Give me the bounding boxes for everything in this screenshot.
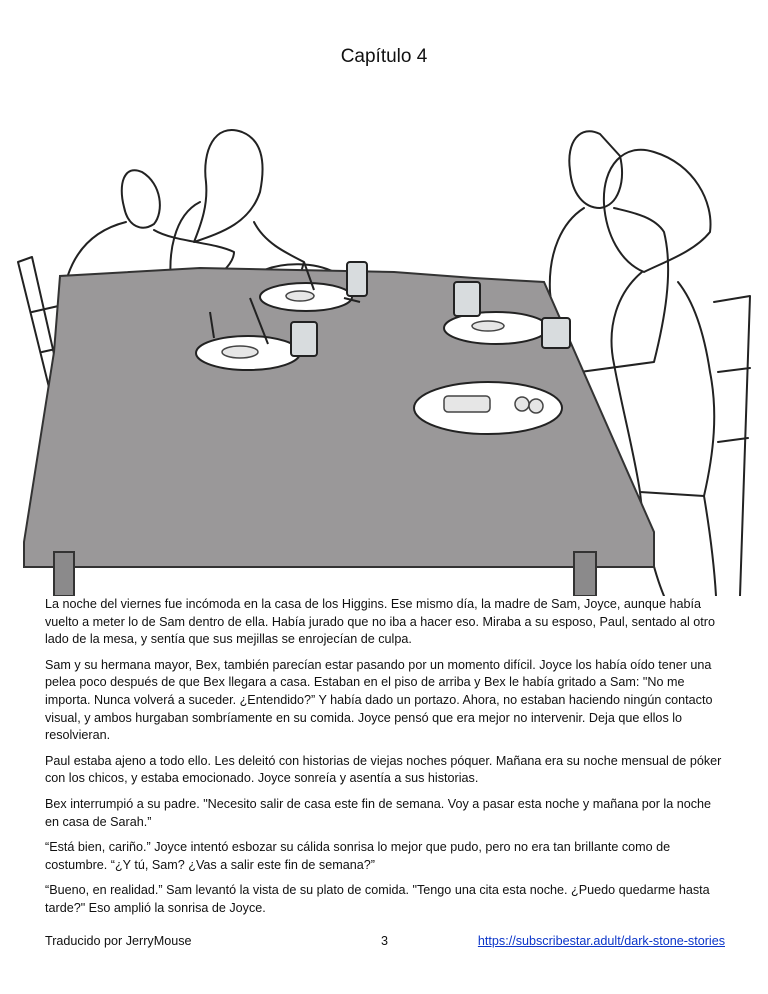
glass [347, 262, 367, 296]
paragraph: Sam y su hermana mayor, Bex, también parecían estar pasando por un momento difícil. Joyce los había oído tener una pelea poco después de que Bex llegara a casa. Estaban en el piso de arriba y Bex le había gritado a Sam: "No me importa. Nunca volverá a suceder. ¿Entendido?” Y había dado un portazo. Ahora, no estaban haciendo ningún contacto visual, y ambos hurgaban sombríamente en su comida. Joyce pensó que era mejor no intervenir. Deja que ellos lo resolvieran. [45, 657, 713, 743]
paragraph: Paul estaba ajeno a todo ello. Les deleitó con historias de viejas noches póquer. Mañana era su noche mensual de póker con los chicos, y estaba emocionado. Joyce sonreía y asentía a sus historias. [45, 753, 722, 786]
paragraph: Bex interrumpió a su padre. "Necesito salir de casa este fin de semana. Voy a pasar esta noche y mañana por la noche en casa de Sarah.” [45, 796, 712, 829]
page-footer [45, 934, 725, 952]
mother-figure [604, 150, 714, 496]
subscribestar-link[interactable]: https://subscribestar.adult/dark-stone-stories [477, 934, 725, 948]
story-text [45, 596, 725, 926]
glass [291, 322, 317, 356]
dinner-table [24, 268, 654, 567]
translator-credit: Traducido por JerryMouse [45, 934, 192, 948]
chapter-title: Capítulo 4 [340, 46, 428, 67]
paragraph: “Bueno, en realidad.” Sam levantó la vista de su plato de comida. "Tengo una cita esta noche. ¿Puedo quedarme hasta tarde?" Eso amplió la sonrisa de Joyce. [45, 883, 710, 915]
paragraph: La noche del viernes fue incómoda en la casa de los Higgins. Ese mismo día, la madre de Sam, Joyce, aunque había vuelto a meter lo de Sam dentro de ella. Había jurado que no iba a hacer eso. Miraba a su esposo, Paul, sentado al otro lado de la mesa, y sentía que sus mejillas se enrojecían de culpa. [45, 597, 715, 647]
dinner-illustration [14, 112, 754, 596]
page-number: 3 [381, 934, 389, 948]
paragraph: “Está bien, cariño.” Joyce intentó esbozar su cálida sonrisa lo mejor que pudo, pero no era tan brillante como de costumbre. “¿Y tú, Sam? ¿Vas a salir este fin de semana?” [45, 840, 671, 872]
right-chair [714, 296, 750, 596]
glass [454, 282, 480, 316]
glass [542, 318, 570, 348]
